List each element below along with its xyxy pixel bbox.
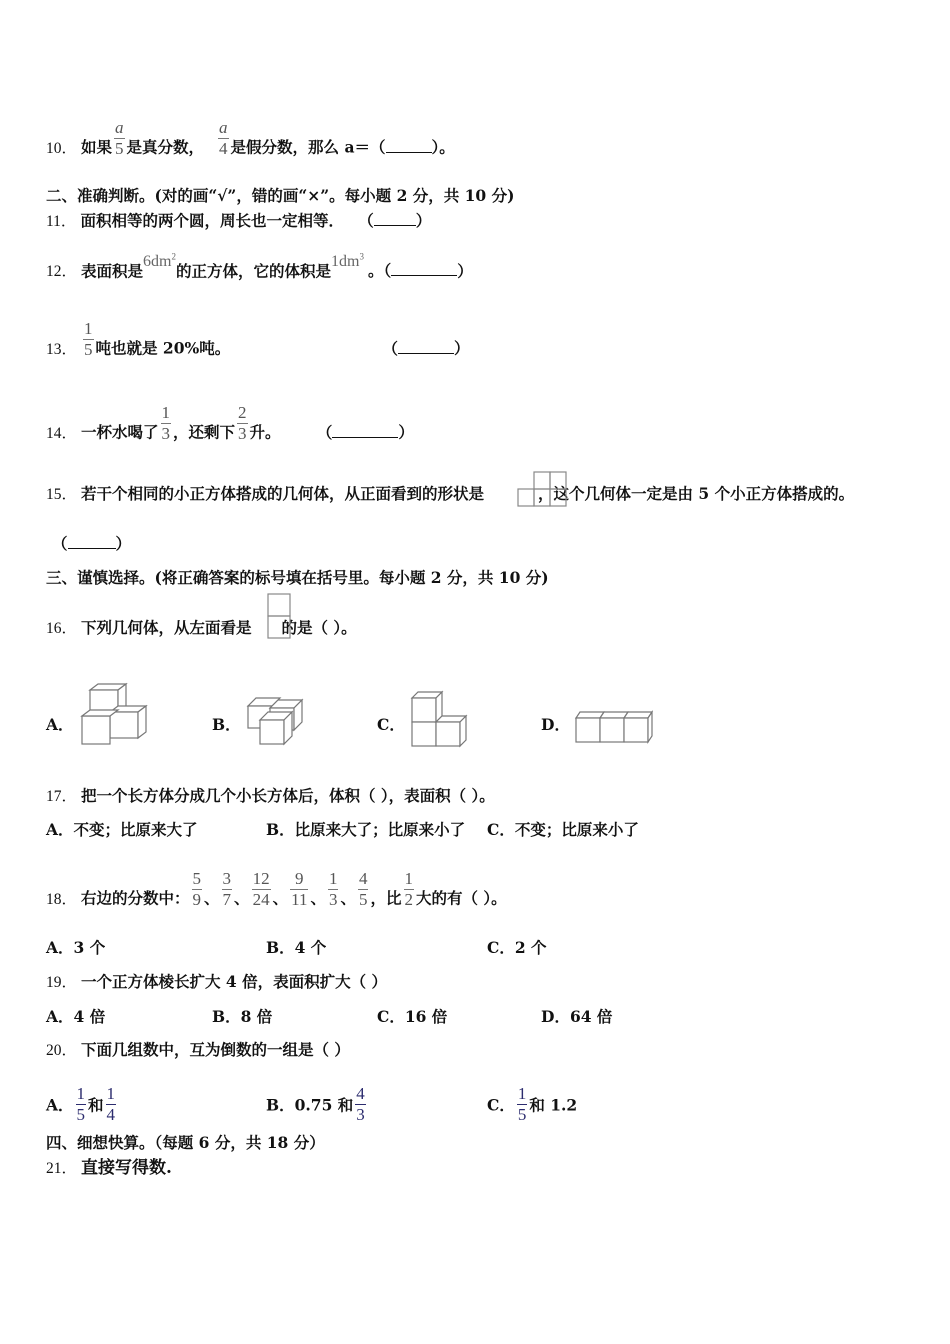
question-19 xyxy=(46,972,387,993)
question-number: 11． xyxy=(46,213,77,230)
numerator: 5 xyxy=(192,869,202,888)
denominator: 3 xyxy=(328,890,338,909)
q17-text: 把一个长方体分成几个小长方体后，体积（ ），表面积（ ）。 xyxy=(81,786,495,805)
paren-open: （ xyxy=(52,534,68,553)
question-number: 20． xyxy=(46,1042,78,1059)
unit-1dm3 xyxy=(331,253,364,270)
denominator: 11 xyxy=(291,890,308,909)
unit-6dm2 xyxy=(143,253,176,270)
q16-text-1: 下列几何体，从左面看是 xyxy=(81,618,252,637)
option-b-cubes-figure xyxy=(244,694,306,748)
separator: 、 xyxy=(204,888,220,908)
question-15-answer xyxy=(52,534,131,554)
q19-option-b[interactable]: B．8 倍 xyxy=(212,1007,273,1026)
section-4-heading: 四、细想快算。（每题 6 分，共 18 分） xyxy=(46,1133,325,1152)
q12-text-3: 。（ xyxy=(367,261,392,281)
numerator: 4 xyxy=(358,869,368,888)
fraction-2-over-3 xyxy=(237,403,248,444)
denominator: 5 xyxy=(358,890,368,909)
question-14 xyxy=(46,403,414,454)
question-number: 10． xyxy=(46,139,78,157)
denominator: 5 xyxy=(84,340,93,359)
q18-option-c[interactable]: C．2 个 xyxy=(487,938,547,957)
q19-option-d[interactable]: D．64 倍 xyxy=(541,1007,613,1026)
fraction-3-over-7 xyxy=(222,869,233,910)
option-c-cubes-figure xyxy=(408,688,472,750)
q18-option-b[interactable]: B．4 个 xyxy=(266,938,327,957)
question-number: 14． xyxy=(46,424,78,442)
q20-option-a[interactable] xyxy=(46,1086,118,1127)
left-view-shape-icon xyxy=(266,592,292,640)
question-21 xyxy=(46,1158,172,1179)
numerator: 2 xyxy=(238,403,247,422)
separator: 、 xyxy=(234,888,250,908)
numerator: 4 xyxy=(356,1084,365,1103)
question-17 xyxy=(46,786,495,807)
fraction-1-over-5 xyxy=(76,1084,87,1125)
denominator: 4 xyxy=(106,1105,116,1124)
q14-text-3: 升。 xyxy=(249,422,281,442)
q14-text-2: ，还剩下 xyxy=(173,422,236,442)
denominator: 5 xyxy=(115,139,124,158)
option-joiner: 和 1.2 xyxy=(529,1095,578,1115)
denominator: 5 xyxy=(76,1105,86,1124)
q11-text: 面积相等的两个圆，周长也一定相等． xyxy=(80,211,344,230)
separator: 、 xyxy=(310,888,326,908)
q19-text: 一个正方体棱长扩大 4 倍，表面积扩大（ ） xyxy=(81,972,387,991)
q15-text-1: 若干个相同的小正方体搭成的几何体，从正面看到的形状是 xyxy=(81,484,485,503)
q16-text-2: 的是（ ）。 xyxy=(281,618,357,637)
paren-open: （ xyxy=(390,338,398,358)
denominator: 9 xyxy=(192,890,202,909)
q10-text-1: 如果 xyxy=(81,137,113,157)
question-15 xyxy=(46,484,854,505)
q18-text-2: ，比 xyxy=(370,888,402,908)
option-a-cubes-figure xyxy=(80,682,150,748)
numerator: 1 xyxy=(404,869,413,888)
fraction-9-over-11 xyxy=(290,869,308,910)
fraction-12-over-24 xyxy=(252,869,271,910)
q16-option-c[interactable]: C． xyxy=(377,715,405,734)
question-number: 18． xyxy=(46,890,78,908)
denominator: 3 xyxy=(238,424,247,443)
q13-text: 吨也就是 20%吨。 xyxy=(95,338,231,358)
unit-exponent: 2 xyxy=(171,252,176,262)
q20-text: 下面几组数中，互为倒数的一组是（ ） xyxy=(81,1040,350,1059)
question-20 xyxy=(46,1040,350,1061)
paren-open: （ xyxy=(324,422,333,442)
paren-close: ） xyxy=(453,338,470,358)
q18-option-a[interactable]: A．3 个 xyxy=(46,938,106,957)
numerator: a xyxy=(115,118,124,137)
q12-text-2: 的正方体，它的体积是 xyxy=(175,261,331,281)
numerator: 1 xyxy=(517,1084,527,1103)
q16-option-a[interactable]: A． xyxy=(46,715,74,734)
answer-blank[interactable] xyxy=(391,263,457,276)
q19-option-a[interactable]: A．4 倍 xyxy=(46,1007,106,1026)
fraction-1-over-3 xyxy=(328,869,339,910)
q10-text-4: ）。 xyxy=(431,137,455,157)
question-number: 15． xyxy=(46,486,78,503)
option-label: A． xyxy=(46,1095,74,1115)
numerator: 9 xyxy=(295,869,304,888)
paren-open: （ xyxy=(365,211,374,230)
question-number: 13． xyxy=(46,340,78,358)
numerator: 1 xyxy=(328,869,338,888)
section-3-heading: 三、谨慎选择。(将正确答案的标号填在括号里。每小题 2 分，共 10 分) xyxy=(46,568,549,587)
numerator: 1 xyxy=(161,403,171,422)
q17-option-c[interactable]: C．不变；比原来小了 xyxy=(487,820,639,839)
question-12 xyxy=(46,252,473,282)
fraction-a-over-5 xyxy=(114,118,125,159)
question-13 xyxy=(46,319,470,370)
answer-blank[interactable] xyxy=(374,213,416,226)
paren-close: ） xyxy=(415,211,432,230)
numerator: 1 xyxy=(84,319,93,338)
unit-value: 6dm xyxy=(143,253,172,271)
q20-option-c[interactable] xyxy=(487,1086,577,1127)
q12-text-4: ） xyxy=(457,261,473,281)
q19-option-c[interactable]: C．16 倍 xyxy=(377,1007,448,1026)
option-d-cubes-figure xyxy=(572,708,656,746)
question-10 xyxy=(46,118,455,169)
fraction-1-over-3 xyxy=(161,403,172,444)
answer-blank[interactable] xyxy=(68,536,116,549)
paren-close: ） xyxy=(398,422,414,442)
unit-exponent: 3 xyxy=(359,252,364,262)
q18-text-1: 右边的分数中： xyxy=(81,888,190,908)
q16-option-d[interactable]: D． xyxy=(541,715,570,734)
answer-blank[interactable] xyxy=(332,425,398,438)
denominator: 24 xyxy=(252,890,270,909)
q17-option-b[interactable]: B．比原来大了；比原来小了 xyxy=(266,820,466,839)
answer-blank[interactable] xyxy=(398,341,454,354)
denominator: 4 xyxy=(219,139,228,158)
q20-option-b[interactable] xyxy=(266,1086,368,1127)
q17-option-a[interactable]: A．不变；比原来大了 xyxy=(46,820,198,839)
q14-text-1: 一杯水喝了 xyxy=(81,422,159,442)
question-number: 17． xyxy=(46,788,78,805)
unit-value: 1dm xyxy=(331,253,360,271)
denominator: 3 xyxy=(356,1105,365,1124)
denominator: 5 xyxy=(517,1105,527,1124)
question-11 xyxy=(46,211,431,232)
denominator: 2 xyxy=(404,890,413,909)
fraction-1-over-5 xyxy=(517,1084,528,1125)
numerator: 1 xyxy=(76,1084,86,1103)
separator: 、 xyxy=(340,888,356,908)
option-label: B．0.75 和 xyxy=(266,1095,354,1115)
fraction-5-over-9 xyxy=(192,869,203,910)
question-number: 16． xyxy=(46,620,78,637)
option-label: C． xyxy=(487,1095,515,1115)
option-joiner: 和 xyxy=(88,1095,104,1115)
fraction-1-over-2 xyxy=(404,869,415,910)
question-18 xyxy=(46,869,507,920)
answer-blank[interactable] xyxy=(386,140,432,153)
paren-close: ） xyxy=(115,534,132,553)
front-view-shape-icon xyxy=(516,470,572,508)
q15-text-2: ，这个几何体一定是由 5 个小正方体搭成的。 xyxy=(538,484,855,503)
question-number: 19． xyxy=(46,974,78,991)
q10-text-3: 是假分数，那么 a＝（ xyxy=(230,137,386,157)
section-2-heading: 二、准确判断。(对的画“√”，错的画“×”。每小题 2 分，共 10 分) xyxy=(46,186,515,205)
q18-text-3: 大的有（ ）。 xyxy=(416,888,507,908)
q21-text: 直接写得数. xyxy=(81,1158,172,1178)
numerator: a xyxy=(219,118,228,137)
denominator: 3 xyxy=(161,424,171,443)
denominator: 7 xyxy=(222,890,232,909)
q10-text-2: 是真分数， xyxy=(126,137,205,157)
numerator: 1 xyxy=(106,1084,116,1103)
fraction-1-over-4 xyxy=(106,1084,117,1125)
separator: 、 xyxy=(272,888,289,908)
numerator: 3 xyxy=(222,869,232,888)
fraction-a-over-4 xyxy=(218,118,229,159)
numerator: 12 xyxy=(252,869,270,888)
question-number: 12． xyxy=(46,263,78,281)
q16-option-b[interactable]: B． xyxy=(212,715,241,734)
fraction-4-over-5 xyxy=(358,869,369,910)
fraction-4-over-3 xyxy=(355,1084,366,1125)
q12-text-1: 表面积是 xyxy=(81,261,144,281)
fraction-1-over-5 xyxy=(83,319,94,360)
question-16 xyxy=(46,618,357,639)
question-number: 21． xyxy=(46,1160,78,1177)
